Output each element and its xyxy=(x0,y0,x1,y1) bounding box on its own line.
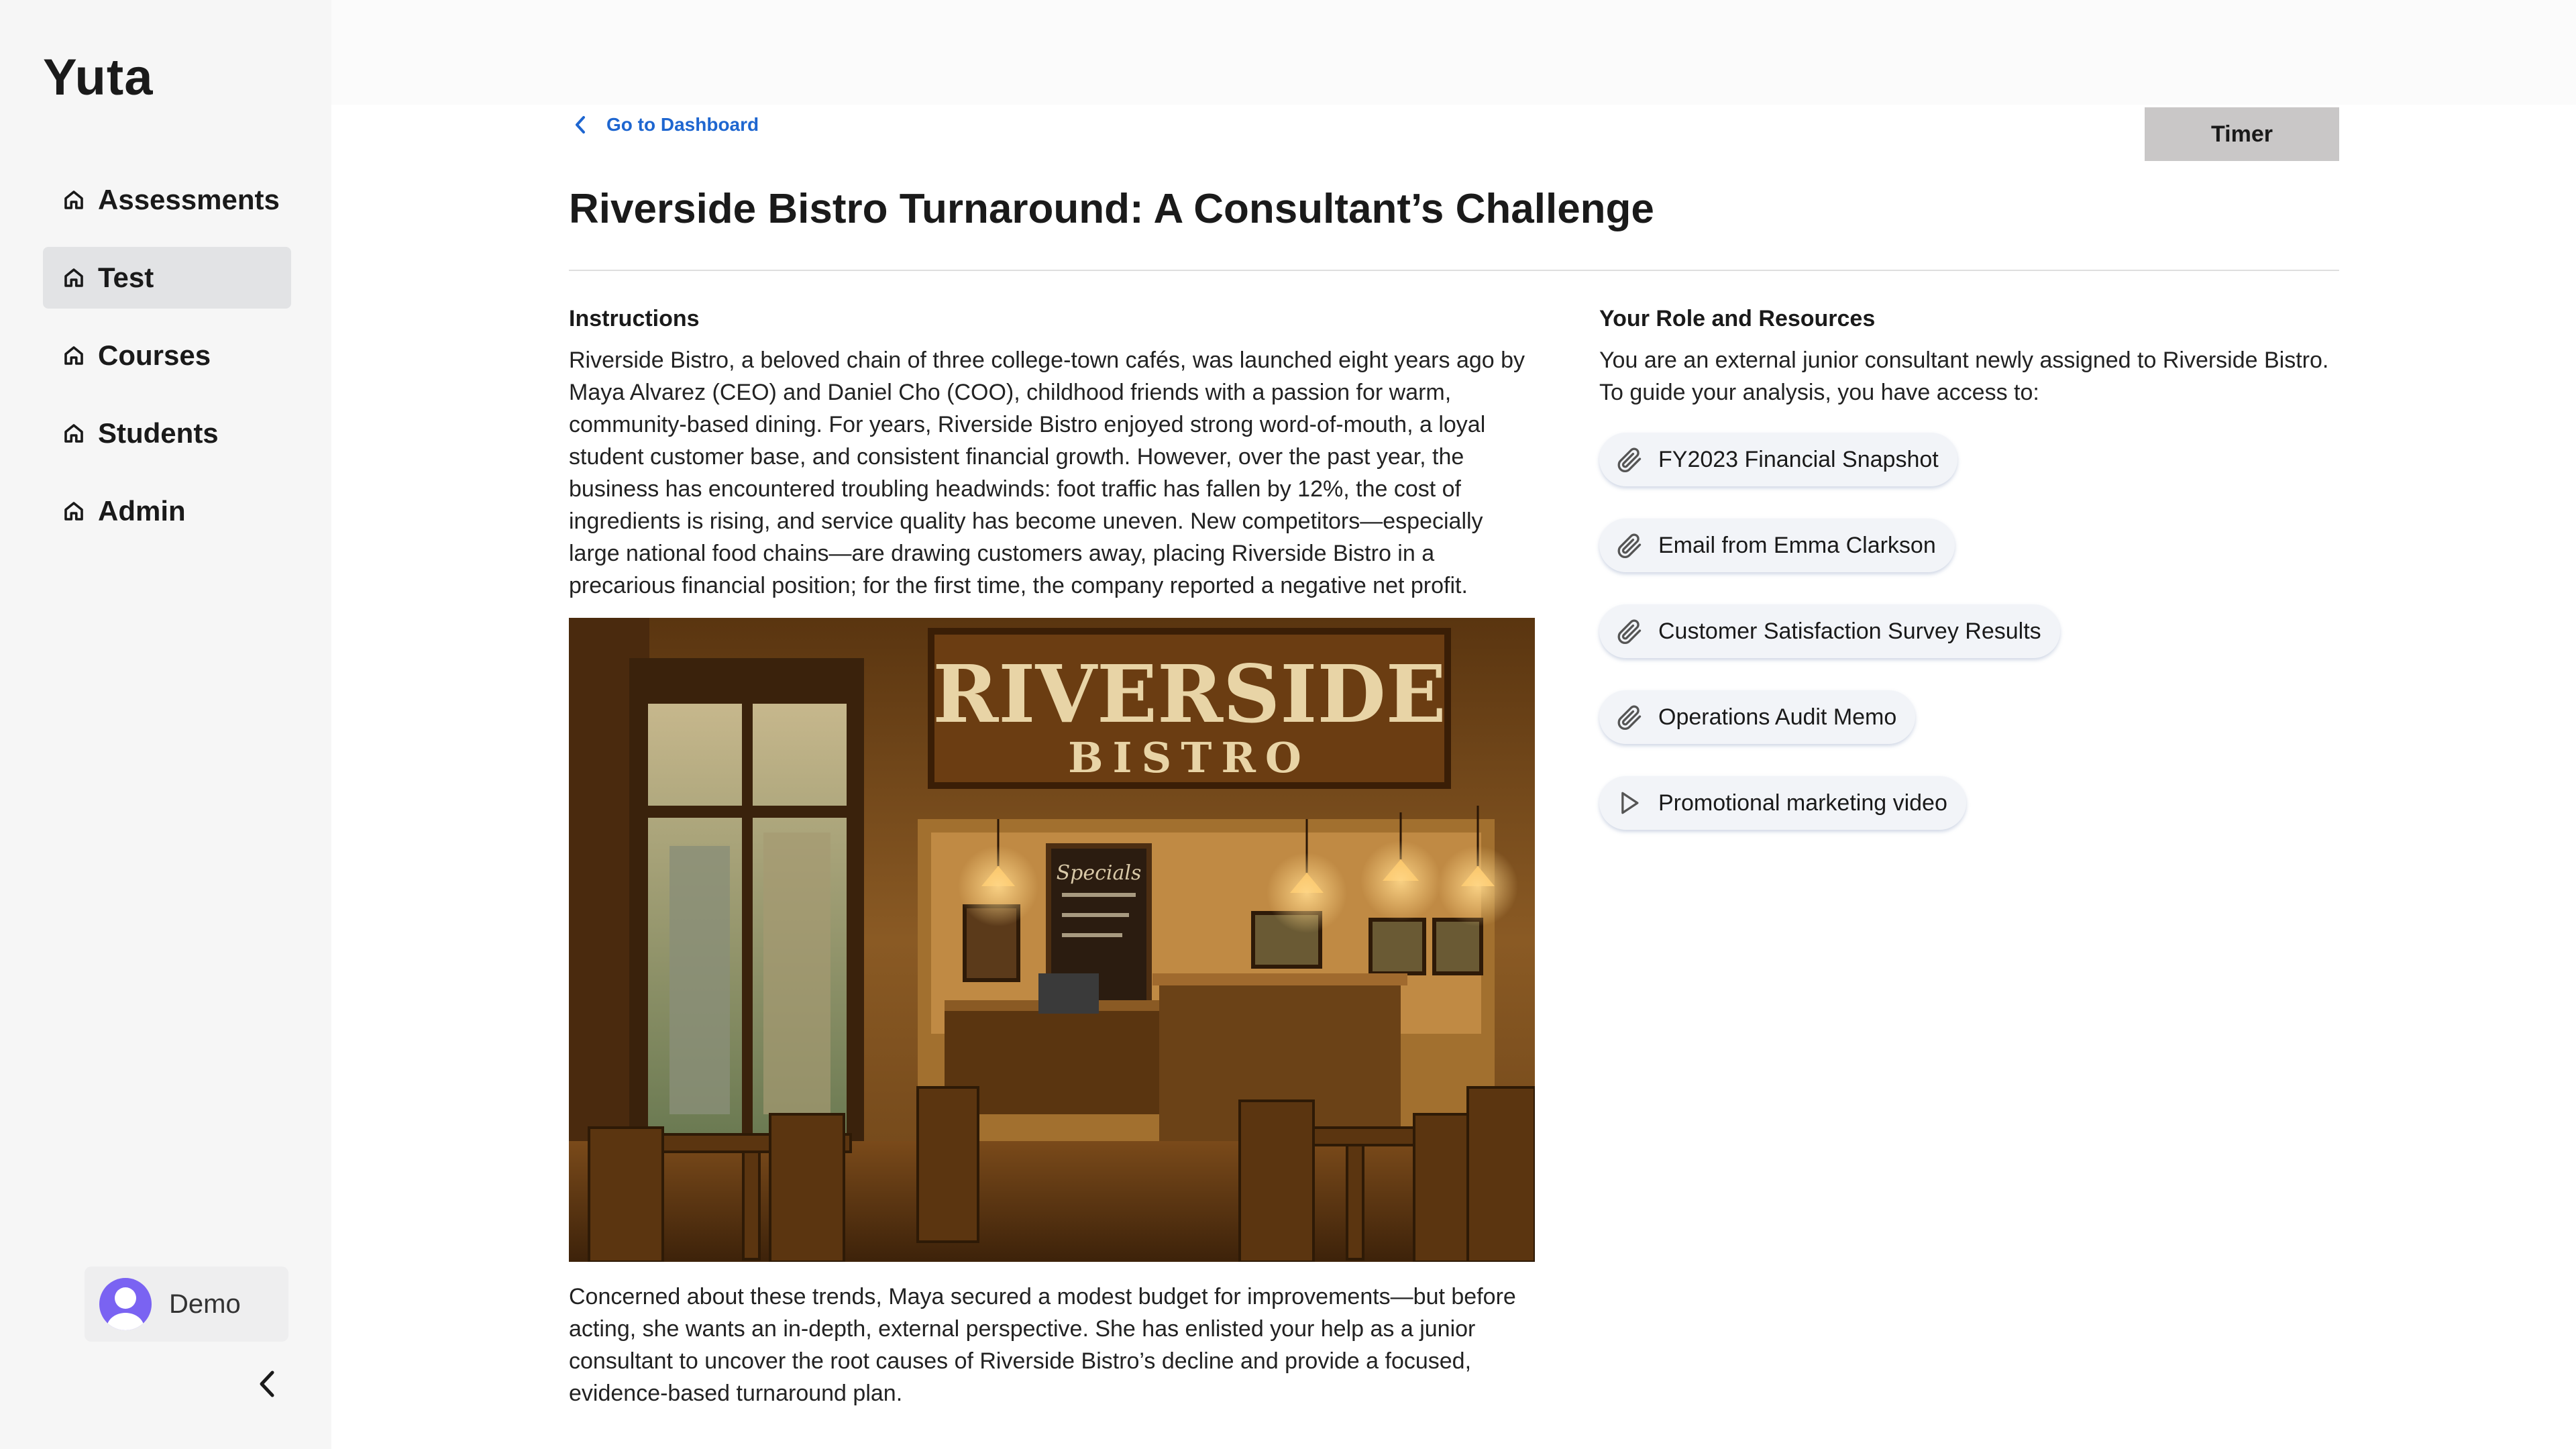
home-icon xyxy=(62,266,86,290)
chevron-left-icon xyxy=(254,1367,283,1401)
timer-button[interactable]: Timer xyxy=(2145,107,2339,161)
sign-line-1: RIVERSIDE xyxy=(932,647,1446,741)
user-profile-button[interactable] xyxy=(85,1267,288,1342)
resource-label: Promotional marketing video xyxy=(1658,790,1947,816)
resources-section xyxy=(1599,306,2351,862)
resource-email-emma-clarkson[interactable] xyxy=(1599,519,1955,572)
resource-label: FY2023 Financial Snapshot xyxy=(1658,446,1939,472)
resource-label: Operations Audit Memo xyxy=(1658,704,1897,730)
bistro-illustration xyxy=(569,618,1535,1262)
paperclip-icon xyxy=(1614,445,1644,474)
sign-line-2: BISTRO xyxy=(1068,733,1311,782)
specials-board: Specials xyxy=(1056,861,1142,885)
sidebar-item-students[interactable] xyxy=(43,402,291,464)
resource-customer-survey[interactable] xyxy=(1599,604,2060,658)
sidebar-item-admin[interactable] xyxy=(43,480,291,542)
page-title: Riverside Bistro Turnaround: A Consultant’s Challenge xyxy=(569,186,1654,232)
back-link-label: Go to Dashboard xyxy=(606,114,759,135)
sidebar-nav xyxy=(43,169,291,558)
resources-list xyxy=(1599,433,2351,862)
sidebar-item-label: Students xyxy=(98,417,219,449)
sidebar-item-label: Assessments xyxy=(98,184,280,215)
resource-label: Customer Satisfaction Survey Results xyxy=(1658,618,2041,644)
home-icon xyxy=(62,421,86,445)
main-content xyxy=(331,0,2576,1449)
resource-operations-audit-memo[interactable] xyxy=(1599,690,1915,744)
avatar xyxy=(99,1278,152,1330)
home-icon xyxy=(62,499,86,523)
chevron-left-icon xyxy=(573,115,588,135)
sidebar-item-label: Courses xyxy=(98,339,211,371)
resources-heading: Your Role and Resources xyxy=(1599,306,1876,331)
brand-logo[interactable]: Yuta xyxy=(43,49,154,106)
resource-financial-snapshot[interactable] xyxy=(1599,433,1957,486)
home-icon xyxy=(62,343,86,368)
instructions-heading: Instructions xyxy=(569,306,700,331)
go-to-dashboard-link[interactable] xyxy=(573,114,759,136)
instructions-section xyxy=(569,306,1535,1409)
sidebar-item-assessments[interactable] xyxy=(43,169,291,231)
home-icon xyxy=(62,188,86,212)
instructions-paragraph-2: Concerned about these trends, Maya secured a modest budget for improvements—but before acting, she wants an in-depth, external perspective. She has enlisted your help as a junior consultant to uncover the root causes of Riverside Bistro’s decline and provide a focused, evidence-based turnaround plan. xyxy=(569,1284,1516,1406)
resource-marketing-video[interactable] xyxy=(1599,776,1966,830)
sidebar xyxy=(0,0,331,1449)
paperclip-icon xyxy=(1614,531,1644,560)
paperclip-icon xyxy=(1614,616,1644,646)
sidebar-item-courses[interactable] xyxy=(43,325,291,386)
paperclip-icon xyxy=(1614,702,1644,732)
play-icon xyxy=(1614,788,1644,818)
sidebar-item-label: Test xyxy=(98,262,154,293)
divider xyxy=(569,270,2339,271)
sidebar-item-test[interactable] xyxy=(43,247,291,309)
sidebar-item-label: Admin xyxy=(98,495,186,527)
resource-label: Email from Emma Clarkson xyxy=(1658,532,1936,558)
collapse-sidebar-button[interactable] xyxy=(254,1367,283,1401)
instructions-paragraph: Riverside Bistro, a beloved chain of three college-town cafés, was launched eight years ago by Maya Alvarez (CEO) and Daniel Cho (COO), childhood friends with a passion for warm, community-based dining. For years, Riverside Bistro enjoyed strong word-of-mouth, a loyal student customer base, and consistent financial growth. However, over the past year, the business has encountered troubling headwinds: foot traffic has fallen by 12%, the cost of ingredients is rising, and service quality has become uneven. New competitors—especially large national food chains—are drawing customers away, placing Riverside Bistro in a precarious financial position; for the first time, the company reported a negative net profit. xyxy=(569,347,1525,598)
resources-intro: You are an external junior consultant newly assigned to Riverside Bistro. To guide your analysis, you have access to: xyxy=(1599,347,2329,405)
user-name: Demo xyxy=(169,1289,241,1319)
